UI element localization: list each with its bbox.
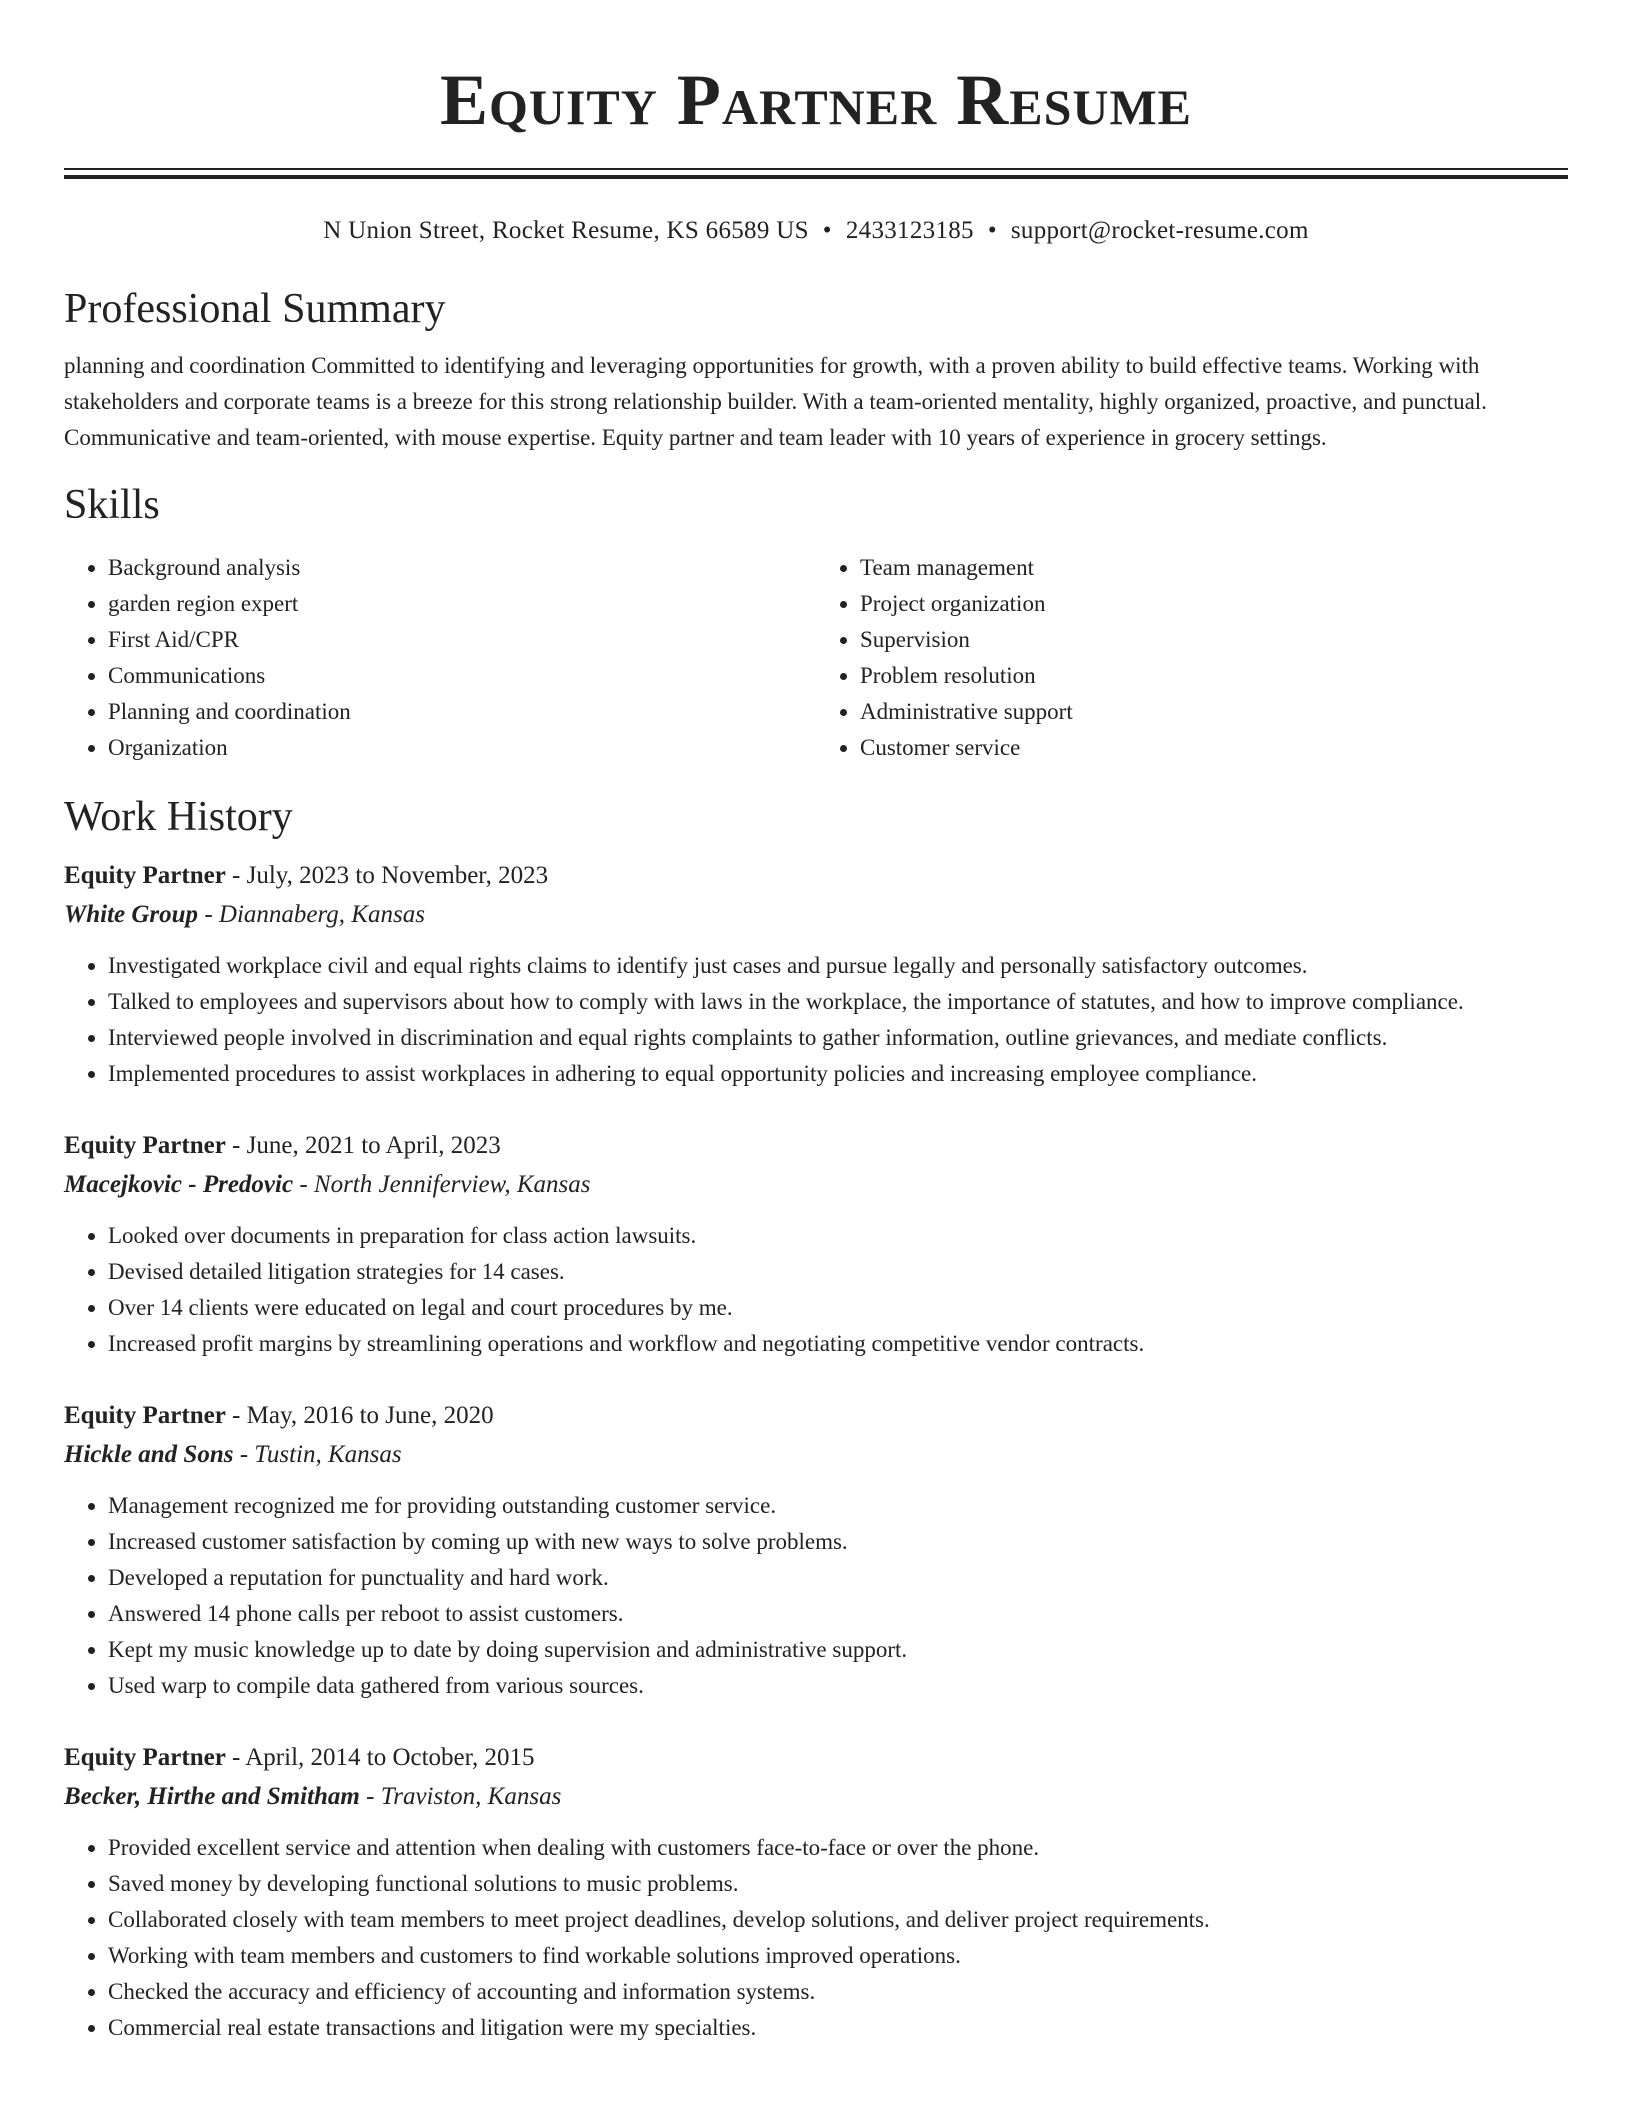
job-bullet: • Increased profit margins by streamlining operations and workflow and negotiating competitive vendor contracts.: [108, 1326, 1568, 1362]
skill-item: • Project organization: [860, 586, 1568, 622]
job-entry: [64, 856, 1568, 1092]
job-bullet: • Interviewed people involved in discrimination and equal rights complaints to gather information, outline grievances, and mediate conflicts.: [108, 1020, 1568, 1056]
skills-heading: Skills: [64, 482, 160, 528]
job-entry: [64, 1396, 1568, 1704]
company-name: Becker, Hirthe and Smitham: [64, 1783, 360, 1810]
skill-item: • garden region expert: [108, 586, 816, 622]
job-bullet: • Talked to employees and supervisors about how to comply with laws in the workplace, the importance of statutes, and how to improve compliance.: [108, 984, 1568, 1020]
job-title: Equity Partner: [64, 1402, 226, 1429]
contact-phone: 2433123185: [845, 217, 974, 244]
job-bullets: [64, 1830, 1568, 2046]
company-line: [64, 1777, 1568, 1816]
job-title: Equity Partner: [64, 1744, 226, 1771]
title-divider: [64, 168, 1568, 180]
job-bullet: • Investigated workplace civil and equal rights claims to identify just cases and pursue legally and personally satisfactory outcomes.: [108, 948, 1568, 984]
skill-item: • Planning and coordination: [108, 694, 816, 730]
job-bullet: • Commercial real estate transactions and litigation were my specialties.: [108, 2010, 1568, 2046]
job-bullet: • Checked the accuracy and efficiency of accounting and information systems.: [108, 1974, 1568, 2010]
job-title-line: [64, 1126, 1568, 1165]
job-bullet: • Kept my music knowledge up to date by doing supervision and administrative support.: [108, 1632, 1568, 1668]
job-bullet: • Over 14 clients were educated on legal and court procedures by me.: [108, 1290, 1568, 1326]
job-title-line: [64, 1738, 1568, 1777]
skill-item: • Background analysis: [108, 550, 816, 586]
skill-item: • Team management: [860, 550, 1568, 586]
job-bullet: • Used warp to compile data gathered from various sources.: [108, 1668, 1568, 1704]
job-dates: - July, 2023 to November, 2023: [225, 862, 549, 889]
summary-heading: Professional Summary: [64, 286, 446, 332]
bullet-separator: •: [822, 217, 832, 244]
contact-line: [64, 216, 1568, 246]
job-bullet: • Collaborated closely with team members to meet project deadlines, develop solutions, and deliver project requirements.: [108, 1902, 1568, 1938]
company-line: [64, 895, 1568, 934]
company-name: Macejkovic - Predovic: [64, 1171, 294, 1198]
company-line: [64, 1435, 1568, 1474]
skill-item: • Communications: [108, 658, 816, 694]
job-dates: - May, 2016 to June, 2020: [225, 1402, 494, 1429]
skill-item: • Supervision: [860, 622, 1568, 658]
work-history-heading: Work History: [64, 794, 293, 840]
resume-title: Equity Partner Resume: [439, 60, 1193, 140]
job-bullets: [64, 1488, 1568, 1704]
skill-item: • Customer service: [860, 730, 1568, 766]
job-bullet: • Working with team members and customers to find workable solutions improved operations.: [108, 1938, 1568, 1974]
job-title-line: [64, 1396, 1568, 1435]
job-entry: [64, 1126, 1568, 1362]
job-bullets: [64, 1218, 1568, 1362]
job-dates: - April, 2014 to October, 2015: [225, 1744, 535, 1771]
job-dates: - June, 2021 to April, 2023: [225, 1132, 501, 1159]
job-bullets: [64, 948, 1568, 1092]
job-entry: [64, 1738, 1568, 2046]
job-title: Equity Partner: [64, 1132, 226, 1159]
job-bullet: • Devised detailed litigation strategies for 14 cases.: [108, 1254, 1568, 1290]
divider-thin-line: [64, 168, 1568, 170]
job-bullet: • Answered 14 phone calls per reboot to assist customers.: [108, 1596, 1568, 1632]
company-location: - Tustin, Kansas: [233, 1441, 402, 1468]
resume-page: [64, 0, 1568, 2046]
contact-address: N Union Street, Rocket Resume, KS 66589 US: [323, 217, 809, 244]
job-title-line: [64, 856, 1568, 895]
summary-text: planning and coordination Committed to identifying and leveraging opportunities for growth, with a proven ability to build effective teams. Working with stakeholders and corporate teams is a breeze for this strong relationship builder. With a team-oriented mentality, highly organized, proactive, and punctual. Communicative and team-oriented, with mouse expertise. Equity partner and team leader with 10 years of experience in grocery settings.: [64, 353, 1487, 450]
job-bullet: • Developed a reputation for punctuality and hard work.: [108, 1560, 1568, 1596]
job-bullet: • Increased customer satisfaction by coming up with new ways to solve problems.: [108, 1524, 1568, 1560]
contact-email: support@rocket-resume.com: [1010, 217, 1309, 244]
company-line: [64, 1165, 1568, 1204]
skill-item: • First Aid/CPR: [108, 622, 816, 658]
job-bullet: • Implemented procedures to assist workplaces in adhering to equal opportunity policies and increasing employee compliance.: [108, 1056, 1568, 1092]
job-bullet: • Looked over documents in preparation for class action lawsuits.: [108, 1218, 1568, 1254]
skills-columns: [64, 550, 1568, 766]
skills-list-right: [816, 550, 1568, 766]
company-location: - Traviston, Kansas: [359, 1783, 562, 1810]
company-location: - North Jenniferview, Kansas: [293, 1171, 591, 1198]
job-bullet: • Provided excellent service and attention when dealing with customers face-to-face or over the phone.: [108, 1830, 1568, 1866]
job-bullet: • Saved money by developing functional solutions to music problems.: [108, 1866, 1568, 1902]
divider-thick-line: [64, 175, 1568, 179]
skill-item: • Organization: [108, 730, 816, 766]
skill-item: • Administrative support: [860, 694, 1568, 730]
job-title: Equity Partner: [64, 862, 226, 889]
bullet-separator: •: [987, 217, 997, 244]
job-bullet: • Management recognized me for providing outstanding customer service.: [108, 1488, 1568, 1524]
skills-list-left: [64, 550, 816, 766]
company-location: - Diannaberg, Kansas: [198, 901, 425, 928]
company-name: Hickle and Sons: [64, 1441, 234, 1468]
company-name: White Group: [64, 901, 199, 928]
skill-item: • Problem resolution: [860, 658, 1568, 694]
